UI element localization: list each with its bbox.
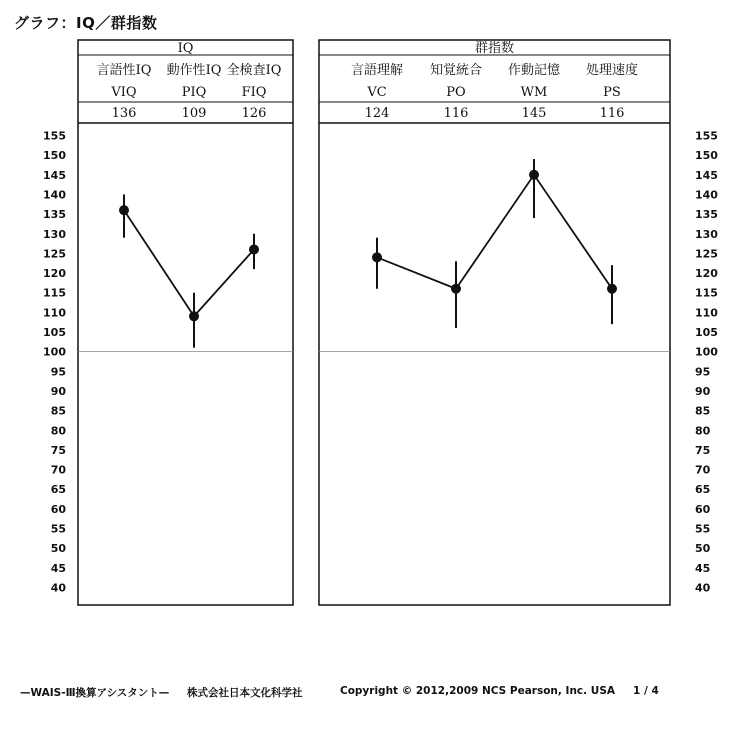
y-axis-left bbox=[43, 130, 66, 595]
y-tick-label: 140 bbox=[695, 188, 718, 202]
data-point bbox=[529, 170, 539, 180]
y-tick-label: 120 bbox=[43, 267, 66, 281]
y-tick-label: 115 bbox=[695, 286, 718, 300]
score-value: 116 bbox=[443, 106, 469, 121]
y-tick-label: 155 bbox=[695, 129, 718, 143]
y-tick-label: 55 bbox=[50, 522, 66, 536]
y-tick-label: 105 bbox=[695, 326, 718, 339]
footer-copyright: Copyright © 2012,2009 NCS Pearson, Inc. USA bbox=[340, 685, 616, 697]
category-code: VIQ bbox=[111, 85, 137, 100]
y-tick-label: 125 bbox=[695, 247, 718, 261]
category-label: 動作性IQ bbox=[166, 63, 222, 78]
category-code: FIQ bbox=[241, 85, 267, 100]
y-tick-label: 40 bbox=[50, 581, 66, 595]
y-tick-label: 95 bbox=[50, 365, 66, 379]
y-tick-label: 125 bbox=[43, 247, 66, 261]
footer-app-name: —WAIS-Ⅲ換算アシスタント— bbox=[20, 687, 170, 699]
footer-page-number: 1 / 4 bbox=[633, 685, 659, 697]
series-line bbox=[124, 210, 254, 316]
category-label: 全検査IQ bbox=[226, 63, 282, 78]
y-tick-label: 135 bbox=[43, 208, 66, 222]
y-tick-label: 45 bbox=[695, 561, 711, 575]
data-point bbox=[249, 244, 259, 254]
score-value: 126 bbox=[241, 106, 267, 121]
category-label: 言語理解 bbox=[350, 63, 404, 78]
panel-vc-po-wm-ps bbox=[319, 40, 670, 605]
y-tick-label: 80 bbox=[695, 424, 711, 438]
y-tick-label: 70 bbox=[50, 463, 66, 477]
y-tick-label: 130 bbox=[695, 227, 718, 241]
footer-publisher: 株式会社日本文化科学社 bbox=[187, 687, 303, 699]
page-title: グラフ：IQ／群指数 bbox=[14, 14, 158, 32]
panel-frame bbox=[78, 40, 293, 605]
y-tick-label: 70 bbox=[695, 463, 711, 477]
series-line bbox=[377, 175, 612, 289]
y-tick-label: 90 bbox=[50, 384, 66, 398]
y-tick-label: 40 bbox=[695, 581, 711, 595]
category-label: 処理速度 bbox=[585, 63, 639, 78]
panel-viq-piq-fiq bbox=[78, 40, 293, 605]
group-label: 群指数 bbox=[474, 41, 515, 56]
y-tick-label: 145 bbox=[43, 168, 66, 182]
y-tick-label: 85 bbox=[50, 404, 66, 418]
y-tick-label: 50 bbox=[695, 542, 711, 556]
data-point bbox=[451, 284, 461, 294]
y-axis-right bbox=[695, 130, 718, 595]
y-tick-label: 55 bbox=[695, 522, 711, 536]
category-code: PIQ bbox=[181, 85, 207, 100]
y-tick-label: 45 bbox=[50, 561, 66, 575]
y-tick-label: 115 bbox=[43, 286, 66, 300]
y-tick-label: 90 bbox=[695, 384, 711, 398]
category-code: PO bbox=[446, 85, 466, 100]
category-code: PS bbox=[603, 85, 621, 100]
category-label: 作動記憶 bbox=[507, 63, 561, 78]
y-tick-label: 100 bbox=[43, 345, 66, 359]
y-tick-label: 75 bbox=[695, 443, 711, 457]
score-value: 136 bbox=[111, 106, 137, 121]
category-label: 知覚統合 bbox=[429, 63, 483, 78]
y-tick-label: 140 bbox=[43, 188, 66, 202]
y-tick-label: 150 bbox=[695, 149, 718, 163]
y-tick-label: 110 bbox=[43, 306, 66, 320]
category-label: 言語性IQ bbox=[96, 63, 152, 78]
y-tick-label: 130 bbox=[43, 227, 66, 241]
score-value: 124 bbox=[364, 106, 390, 121]
panel-frame bbox=[319, 40, 670, 605]
y-tick-label: 75 bbox=[50, 443, 66, 457]
score-value: 116 bbox=[599, 106, 625, 121]
category-code: VC bbox=[367, 85, 387, 100]
category-code: WM bbox=[520, 85, 548, 100]
y-tick-label: 60 bbox=[695, 502, 711, 516]
y-tick-label: 80 bbox=[50, 424, 66, 438]
score-value: 145 bbox=[521, 106, 547, 121]
y-tick-label: 150 bbox=[43, 149, 66, 163]
y-tick-label: 50 bbox=[50, 542, 66, 556]
y-tick-label: 155 bbox=[43, 129, 66, 143]
y-tick-label: 60 bbox=[50, 502, 66, 516]
data-point bbox=[607, 284, 617, 294]
y-tick-label: 100 bbox=[695, 345, 718, 359]
y-tick-label: 120 bbox=[695, 267, 718, 281]
y-tick-label: 65 bbox=[695, 483, 711, 497]
y-tick-label: 95 bbox=[695, 365, 711, 379]
y-tick-label: 105 bbox=[43, 326, 66, 339]
y-tick-label: 110 bbox=[695, 306, 718, 320]
data-point bbox=[372, 252, 382, 262]
group-label: IQ bbox=[177, 41, 194, 56]
data-point bbox=[189, 311, 199, 321]
score-value: 109 bbox=[181, 106, 207, 121]
y-tick-label: 145 bbox=[695, 168, 718, 182]
y-tick-label: 85 bbox=[695, 404, 711, 418]
y-tick-label: 135 bbox=[695, 208, 718, 222]
data-point bbox=[119, 205, 129, 215]
y-tick-label: 65 bbox=[50, 483, 66, 497]
